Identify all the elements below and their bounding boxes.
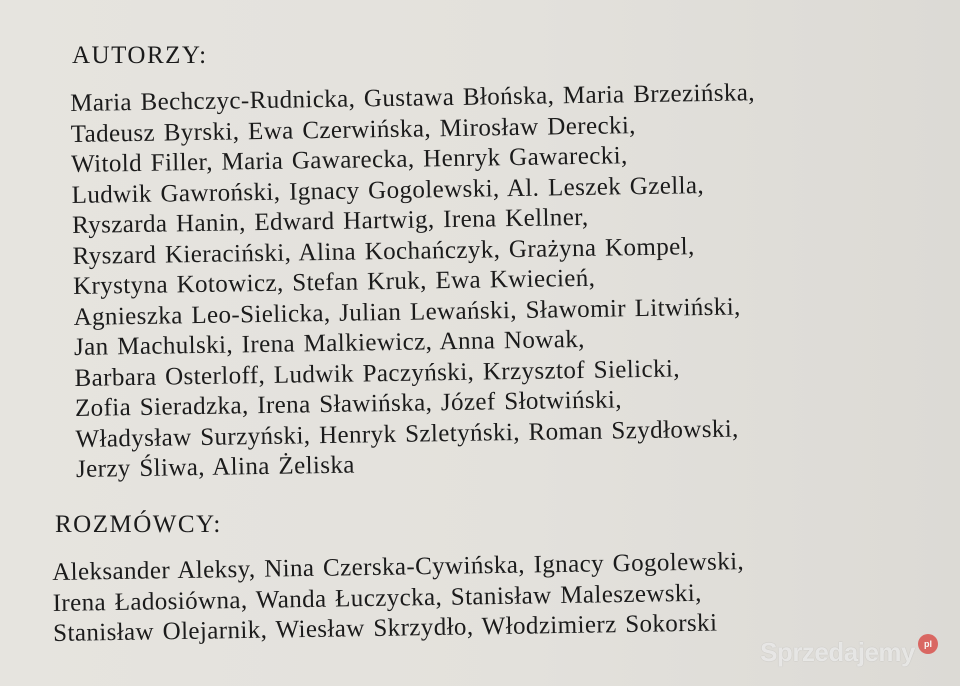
authors-line: Zofia Sieradzka, Irena Sławińska, Józef Słotwiński,: [74, 386, 623, 422]
authors-line: Ryszard Kieraciński, Alina Kochańczyk, Grażyna Kompel,: [72, 232, 695, 270]
watermark-badge: pl: [918, 634, 938, 654]
authors-line: Jan Machulski, Irena Malkiewicz, Anna Nowak,: [73, 325, 586, 361]
authors-line: Jerzy Śliwa, Alina Żeliska: [75, 451, 355, 483]
interviewees-line: Irena Ładosiówna, Wanda Łuczycka, Stanisław Maleszewski,: [52, 579, 703, 617]
authors-list: [70, 78, 761, 485]
interviewees-heading: ROZMÓWCY:: [55, 511, 222, 538]
authors-line: Władysław Surzyński, Henryk Szletyński, Roman Szydłowski,: [75, 415, 739, 453]
authors-line: Agnieszka Leo-Sielicka, Julian Lewański, Sławomir Litwiński,: [73, 292, 741, 331]
authors-line: Witold Filler, Maria Gawarecka, Henryk Gawarecki,: [70, 142, 628, 178]
authors-heading: AUTORZY:: [72, 42, 208, 69]
authors-line: Krystyna Kotowicz, Stefan Kruk, Ewa Kwiecień,: [72, 264, 596, 300]
authors-line: Tadeusz Byrski, Ewa Czerwińska, Mirosław Derecki,: [70, 111, 637, 148]
authors-line: Ryszarda Hanin, Edward Hartwig, Irena Kellner,: [71, 203, 589, 239]
interviewees-line: Stanisław Olejarnik, Wiesław Skrzydło, Włodzimierz Sokorski: [52, 609, 718, 647]
authors-line: Ludwik Gawroński, Ignacy Gogolewski, Al. Leszek Gzella,: [71, 171, 705, 209]
watermark-text: Sprzedajemy: [760, 637, 915, 667]
interviewees-list: [52, 547, 745, 649]
authors-line: Maria Bechczyc-Rudnicka, Gustawa Błońska, Maria Brzezińska,: [70, 79, 756, 117]
interviewees-line: Aleksander Aleksy, Nina Czerska-Cywińska, Ignacy Gogolewski,: [52, 548, 745, 586]
sprzedajemy-watermark: [760, 637, 938, 668]
authors-line: Barbara Osterloff, Ludwik Paczyński, Krzysztof Sielicki,: [74, 354, 681, 392]
